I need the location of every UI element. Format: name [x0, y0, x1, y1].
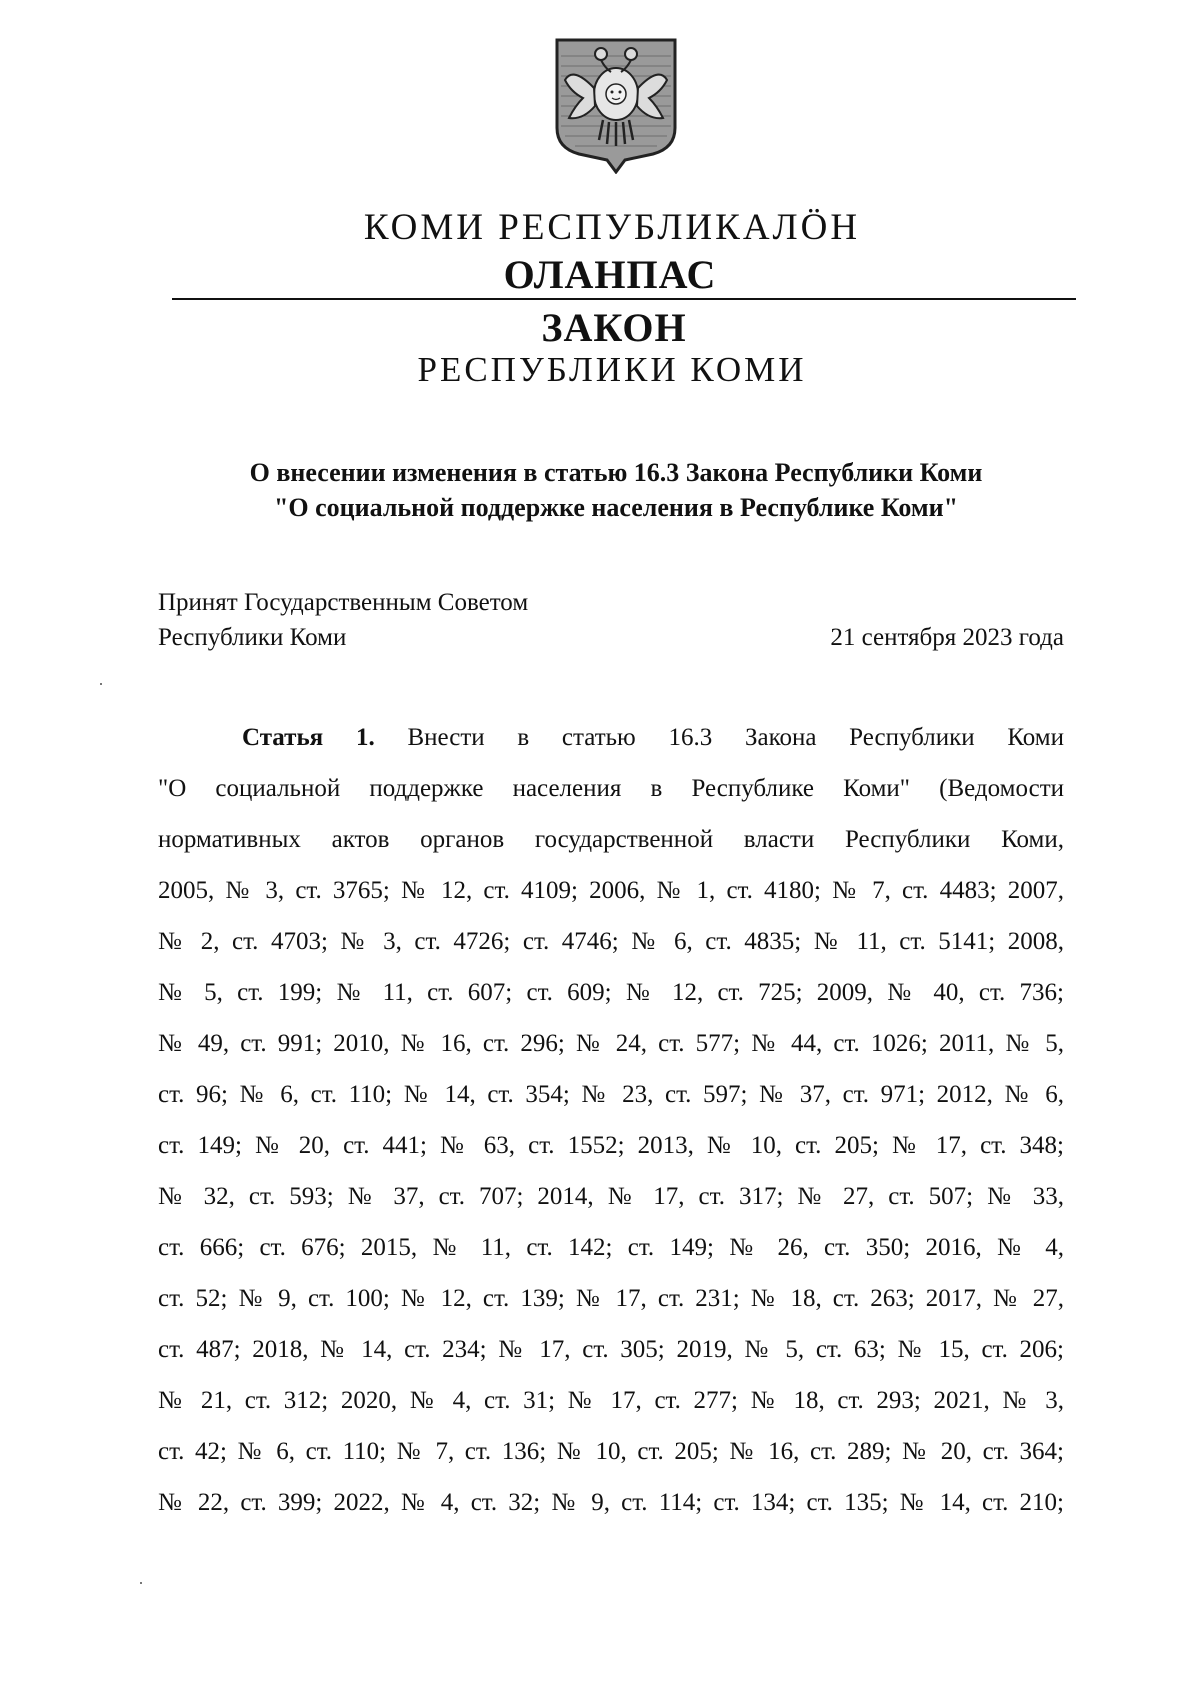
article-line: ст. 52; № 9, ст. 100; № 12, ст. 139; № 17, ст. 231; № 18, ст. 263; 2017, № 27, [158, 1285, 1064, 1312]
article-line: № 32, ст. 593; № 37, ст. 707; 2014, № 17, ст. 317; № 27, ст. 507; № 33, [158, 1183, 1064, 1210]
article-line: ст. 96; № 6, ст. 110; № 14, ст. 354; № 23, ст. 597; № 37, ст. 971; 2012, № 6, [158, 1081, 1064, 1108]
scan-margin-mark [100, 683, 102, 685]
header-komi-law: ОЛАНПАС [503, 252, 717, 297]
header-republic-title: РЕСПУБЛИКИ КОМИ [417, 350, 807, 389]
document-title-line: "О социальной поддержке населения в Республике Коми" [273, 493, 959, 522]
adoption-date: 21 сентября 2023 года [830, 624, 1064, 651]
article-line: 2005, № 3, ст. 3765; № 12, ст. 4109; 2006, № 1, ст. 4180; № 7, ст. 4483; 2007, [158, 877, 1064, 904]
adopted-by-line: Принят Государственным Советом [158, 589, 529, 616]
adoption-block [158, 585, 1064, 655]
article-line: № 21, ст. 312; 2020, № 4, ст. 31; № 17, ст. 277; № 18, ст. 293; 2021, № 3, [158, 1387, 1064, 1414]
article-line: "О социальной поддержке населения в Республике Коми" (Ведомости [158, 775, 1064, 802]
header-komi-title: КОМИ РЕСПУБЛИКАЛӦН [363, 207, 861, 248]
document-title-line: О внесении изменения в статью 16.3 Закона Республики Коми [249, 458, 983, 487]
article-line: № 5, ст. 199; № 11, ст. 607; ст. 609; № 12, ст. 725; 2009, № 40, ст. 736; [158, 979, 1064, 1006]
article-line: нормативных актов органов государственной власти Республики Коми, [158, 826, 1064, 853]
komi-coat-of-arms-icon [553, 36, 679, 174]
header-law: ЗАКОН [541, 305, 687, 350]
article-line: ст. 42; № 6, ст. 110; № 7, ст. 136; № 10, ст. 205; № 16, ст. 289; № 20, ст. 364; [158, 1438, 1064, 1465]
article-line: № 2, ст. 4703; № 3, ст. 4726; ст. 4746; № 6, ст. 4835; № 11, ст. 5141; 2008, [158, 928, 1064, 955]
article-1 [158, 712, 1064, 1528]
article-line: № 22, ст. 399; 2022, № 4, ст. 32; № 9, ст. 114; ст. 134; ст. 135; № 14, ст. 210; [158, 1489, 1064, 1516]
article-heading: Статья 1. [242, 724, 375, 751]
header-divider [172, 298, 1076, 300]
article-line: ст. 487; 2018, № 14, ст. 234; № 17, ст. 305; 2019, № 5, ст. 63; № 15, ст. 206; [158, 1336, 1064, 1363]
article-line [158, 712, 1064, 763]
scan-margin-mark [140, 1582, 142, 1584]
adopted-row [158, 620, 1064, 655]
adopted-by-body: Республики Коми [158, 624, 347, 651]
article-line: № 49, ст. 991; 2010, № 16, ст. 296; № 24, ст. 577; № 44, ст. 1026; 2011, № 5, [158, 1030, 1064, 1057]
article-line-text: Внести в статью 16.3 Закона Республики Коми [407, 724, 1064, 751]
document-title [0, 455, 1200, 525]
article-line: ст. 666; ст. 676; 2015, № 11, ст. 142; ст. 149; № 26, ст. 350; 2016, № 4, [158, 1234, 1064, 1261]
article-line: ст. 149; № 20, ст. 441; № 63, ст. 1552; 2013, № 10, ст. 205; № 17, ст. 348; [158, 1132, 1064, 1159]
